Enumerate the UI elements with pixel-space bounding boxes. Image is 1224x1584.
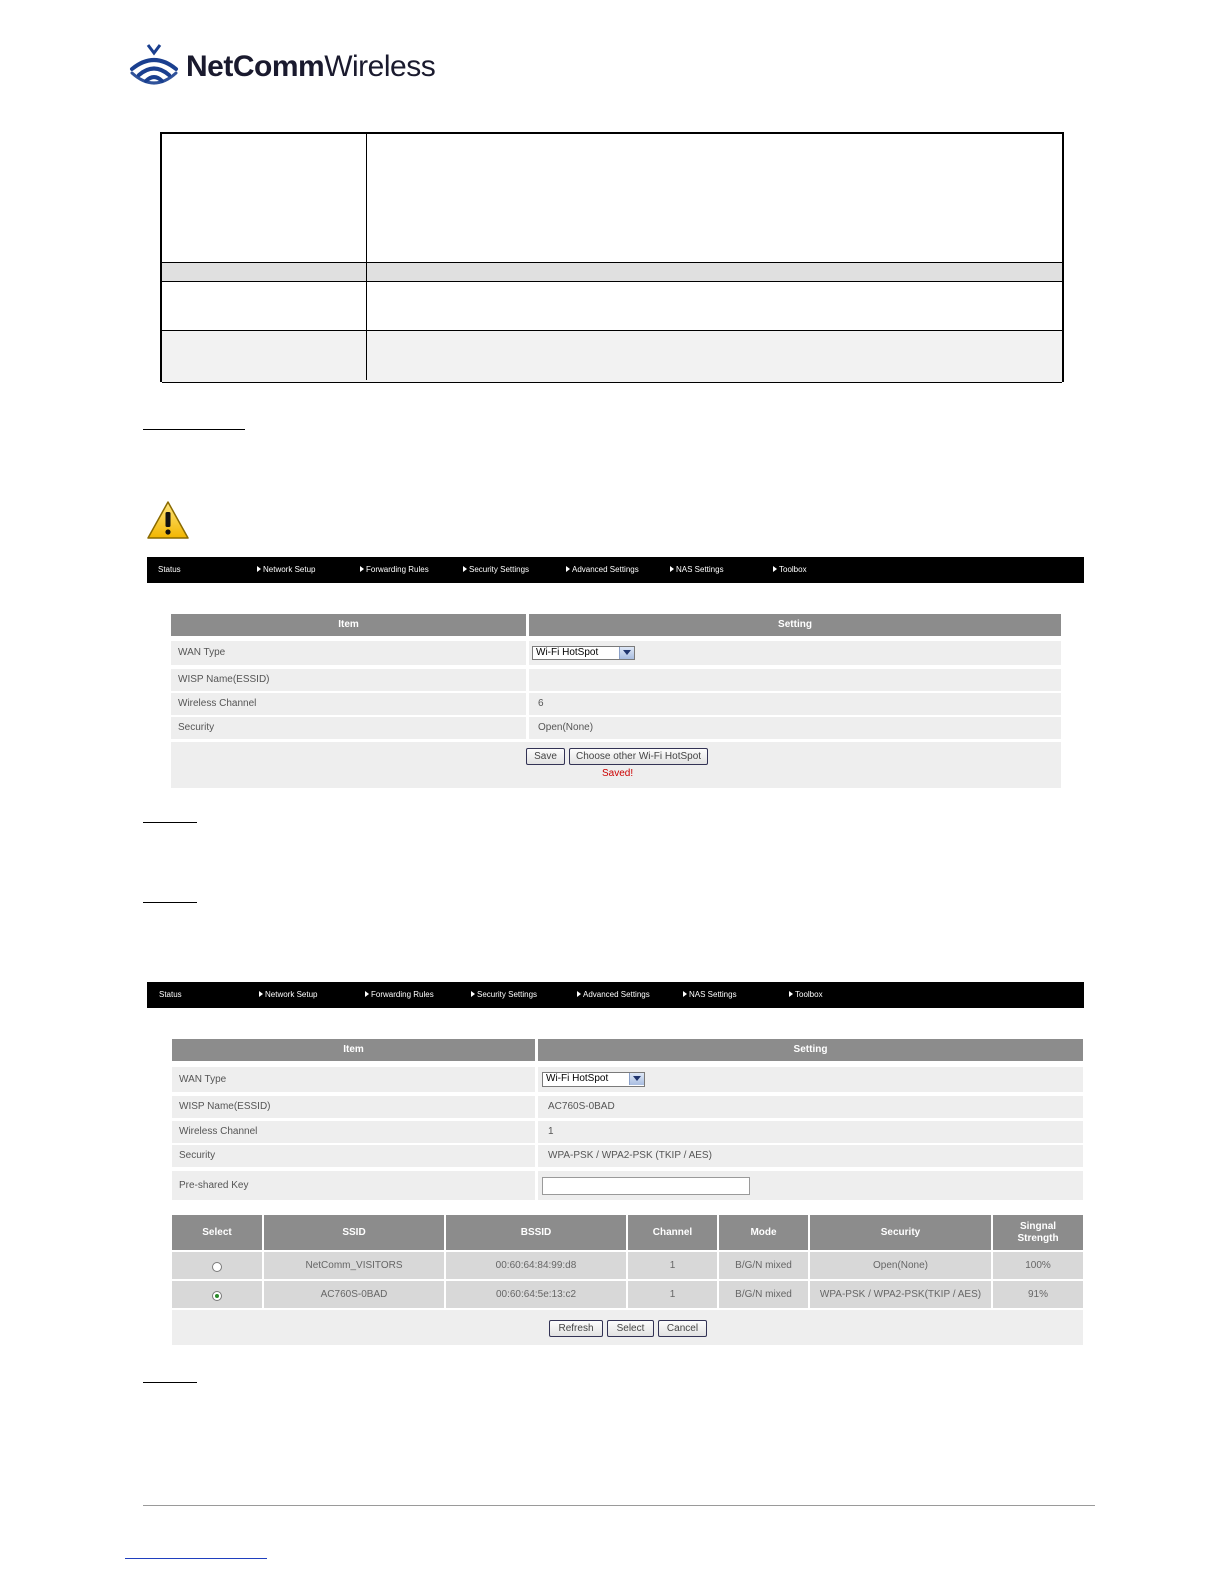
table-row xyxy=(162,282,1062,331)
nav-nas-settings[interactable]: NAS Settings xyxy=(670,557,724,583)
label-security: Security xyxy=(172,1145,535,1167)
channel-cell: 1 xyxy=(628,1252,717,1279)
value-security: WPA-PSK / WPA2-PSK (TKIP / AES) xyxy=(538,1145,1083,1167)
refresh-button[interactable]: Refresh xyxy=(549,1320,603,1337)
value-wireless-channel: 1 xyxy=(538,1121,1083,1143)
save-button[interactable]: Save xyxy=(526,748,565,765)
table-row xyxy=(162,263,1062,282)
value-wisp-name xyxy=(529,669,1061,691)
col-header-ssid: SSID xyxy=(264,1215,444,1250)
table-row xyxy=(162,331,1062,383)
header-item: Item xyxy=(172,1039,535,1061)
label-wireless-channel: Wireless Channel xyxy=(172,1121,535,1143)
label-wan-type: WAN Type xyxy=(171,641,526,665)
channel-cell: 1 xyxy=(628,1281,717,1308)
nav-status[interactable]: Status xyxy=(158,565,181,574)
netcomm-logo xyxy=(128,42,435,92)
label-wisp-name: WISP Name(ESSID) xyxy=(172,1096,535,1118)
security-cell: Open(None) xyxy=(810,1252,991,1279)
chevron-down-icon xyxy=(629,1073,644,1085)
nav-toolbox[interactable]: Toolbox xyxy=(773,557,807,583)
bssid-cell: 00:60:64:84:99:d8 xyxy=(446,1252,626,1279)
footer-divider xyxy=(143,1505,1095,1506)
chevron-down-icon xyxy=(619,647,634,659)
wan-type-select[interactable]: Wi-Fi HotSpot xyxy=(542,1072,645,1087)
label-pre-shared-key: Pre-shared Key xyxy=(172,1171,535,1200)
warning-icon xyxy=(146,500,190,540)
pre-shared-key-input[interactable] xyxy=(542,1177,750,1195)
col-header-security: Security xyxy=(810,1215,991,1250)
nav-nas-settings[interactable]: NAS Settings xyxy=(683,982,737,1008)
choose-hotspot-button[interactable]: Choose other Wi-Fi HotSpot xyxy=(569,748,708,765)
signal-cell: 100% xyxy=(993,1252,1083,1279)
col-header-mode: Mode xyxy=(719,1215,808,1250)
col-header-bssid: BSSID xyxy=(446,1215,626,1250)
table-row xyxy=(162,134,1062,263)
router-nav-bar xyxy=(147,557,1084,583)
bssid-cell: 00:60:64:5e:13:c2 xyxy=(446,1281,626,1308)
header-setting: Setting xyxy=(529,614,1061,636)
nav-forwarding-rules[interactable]: Forwarding Rules xyxy=(365,982,434,1008)
footer-link-underline xyxy=(125,1558,267,1559)
mode-cell: B/G/N mixed xyxy=(719,1281,808,1308)
step-underline xyxy=(143,822,197,823)
signal-cell: 91% xyxy=(993,1281,1083,1308)
nav-advanced-settings[interactable]: Advanced Settings xyxy=(566,557,639,583)
col-header-signal: Singnal Strength xyxy=(993,1215,1083,1250)
nav-network-setup[interactable]: Network Setup xyxy=(257,557,315,583)
value-security: Open(None) xyxy=(529,717,1061,739)
col-header-select: Select xyxy=(172,1215,262,1250)
router-nav-bar-2 xyxy=(147,982,1084,1008)
saved-status: Saved! xyxy=(602,768,634,779)
brand-name: NetCommWireless xyxy=(186,50,436,83)
header-setting: Setting xyxy=(538,1039,1083,1061)
select-cell xyxy=(172,1281,262,1308)
nav-advanced-settings[interactable]: Advanced Settings xyxy=(577,982,650,1008)
wifi-logo-icon xyxy=(128,43,180,91)
parameter-table xyxy=(160,132,1064,382)
label-security: Security xyxy=(171,717,526,739)
label-wan-type: WAN Type xyxy=(172,1067,535,1092)
col-header-channel: Channel xyxy=(628,1215,717,1250)
cancel-button[interactable]: Cancel xyxy=(658,1320,707,1337)
ssid-cell: NetComm_VISITORS xyxy=(264,1252,444,1279)
nav-network-setup[interactable]: Network Setup xyxy=(259,982,317,1008)
hotspot-radio[interactable] xyxy=(212,1262,222,1272)
value-wisp-name: AC760S-0BAD xyxy=(538,1096,1083,1118)
label-wisp-name: WISP Name(ESSID) xyxy=(171,669,526,691)
mode-cell: B/G/N mixed xyxy=(719,1252,808,1279)
section-underline xyxy=(143,429,245,430)
header-item: Item xyxy=(171,614,526,636)
wan-type-select[interactable]: Wi-Fi HotSpot xyxy=(532,646,635,660)
nav-security-settings[interactable]: Security Settings xyxy=(471,982,537,1008)
label-wireless-channel: Wireless Channel xyxy=(171,693,526,715)
nav-forwarding-rules[interactable]: Forwarding Rules xyxy=(360,557,429,583)
select-cell xyxy=(172,1252,262,1279)
select-button[interactable]: Select xyxy=(607,1320,654,1337)
nav-toolbox[interactable]: Toolbox xyxy=(789,982,823,1008)
column-divider xyxy=(366,134,367,380)
step-underline xyxy=(143,1382,197,1383)
value-wireless-channel: 6 xyxy=(529,693,1061,715)
step-underline xyxy=(143,902,197,903)
security-cell: WPA-PSK / WPA2-PSK(TKIP / AES) xyxy=(810,1281,991,1308)
hotspot-radio-selected[interactable] xyxy=(212,1291,222,1301)
nav-status[interactable]: Status xyxy=(159,990,182,999)
ssid-cell: AC760S-0BAD xyxy=(264,1281,444,1308)
nav-security-settings[interactable]: Security Settings xyxy=(463,557,529,583)
